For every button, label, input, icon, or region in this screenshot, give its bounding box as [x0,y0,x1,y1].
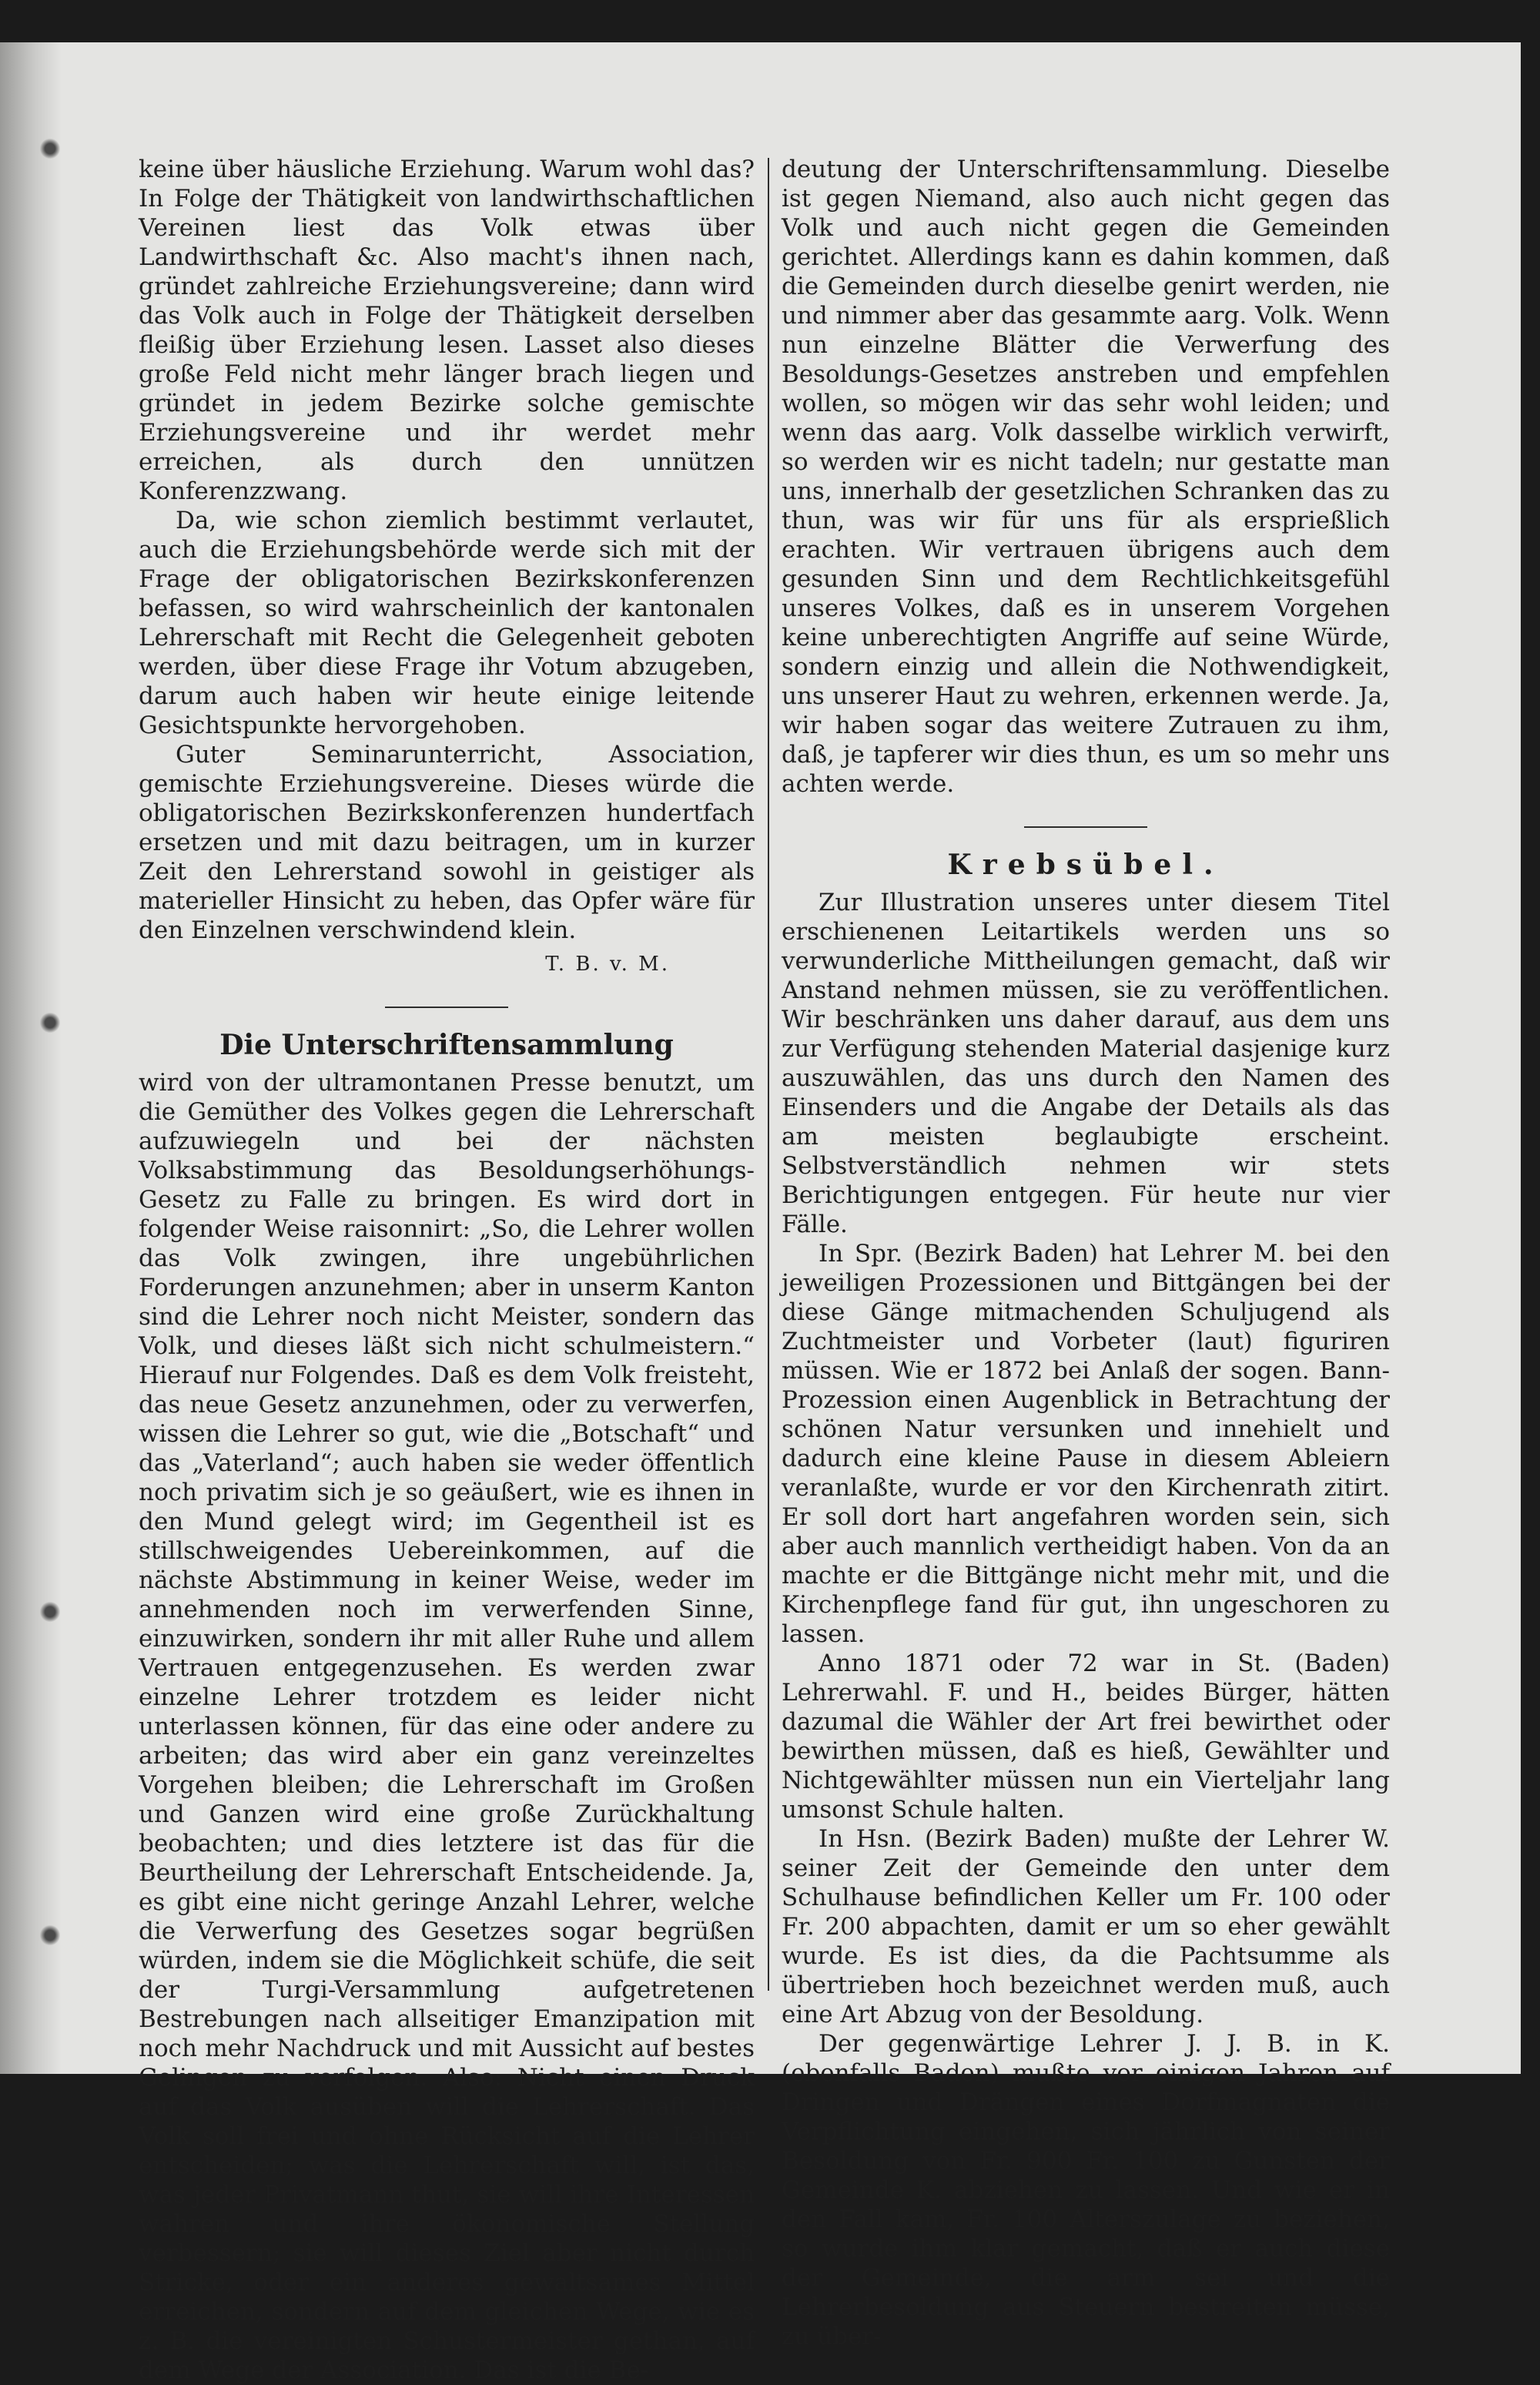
column-divider [768,158,769,1991]
paragraph: Der gegenwärtige Lehrer J. J. B. in K. (ebenfalls Baden) mußte vor einigen Jahren auf Dringen und Drängen eines Dorfmagnaten die Verpflichtung eingehen, sich jährlich von seiner Besoldung von Fr. 900 Fr. 100 zu Gunsten der Gemeinde K. abziehen zu lassen. Und wie er in den Fall kam, Fr. 100 Alterszulage zu beziehen, so wurde ihm klar gemacht, daß er auch diese der Gemeinde, die arm sei und die Lehrerbesoldung aus Steuern bestreiten müsse, zu über- [782,2030,1390,2350]
author-signature: T. B. v. M. [545,953,670,976]
binding-fold [0,42,62,2074]
paragraph: keine über häusliche Erziehung. Warum wohl das? In Folge der Thätigkeit von landwirthschaftlichen Vereinen liest das Volk etwas über Landwirthschaft &c. Also macht's ihnen nach, gründet zahlreiche Erziehungsvereine; dann wird das Volk auch in Folge der Thätigkeit derselben fleißig über Erziehung lesen. Lasset also dieses große Feld nicht mehr länger brach liegen und gründet in jedem Bezirke solche gemischte Erziehungsvereine und ihr werdet mehr erreichen, als durch den unnützen Konferenzzwang. [139,156,755,505]
paragraph: In Hsn. (Bezirk Baden) mußte der Lehrer W. seiner Zeit der Gemeinde den unter dem Schulhause befindlichen Keller um Fr. 100 oder Fr. 200 abpachten, damit er um so eher gewählt wurde. Es ist dies, da die Pachtsumme als übertrieben hoch bezeichnet werden muß, auch eine Art Abzug von der Besoldung. [782,1825,1390,2028]
paragraph: Guter Seminarunterricht, Association, gemischte Erziehungsvereine. Dieses würde die obligatorischen Bezirkskonferenzen hundertfach ersetzen und mit dazu beitragen, um in kurzer Zeit den Lehrerstand sowohl in geistiger als materieller Hinsicht zu heben, das Opfer wäre für den Einzelnen verschwindend klein. [139,741,755,944]
paragraph: wird von der ultramontanen Presse benutzt, um die Gemüther des Volkes gegen die Lehrerschaft aufzuwiegeln und bei der nächsten Volksabstimmung das Besoldungserhöhungs-Gesetz zu Falle zu bringen. Es wird dort in folgender Weise raisonnirt: „So, die Lehrer wollen das Volk zwingen, ihre ungebührlichen Forderungen anzunehmen; aber in unserm Kanton sind die Lehrer noch nicht Meister, sondern das Volk, und dieses läßt sich nicht schulmeistern.“ Hierauf nur Folgendes. Daß es dem Volk freisteht, das neue Gesetz anzunehmen, oder zu verwerfen, wissen die Lehrer so gut, wie die „Botschaft“ und das „Vaterland“; auch haben sie weder öffentlich noch privatim sich je so geäußert, wie es ihnen in den Mund gelegt wird; im Gegentheil ist es stillschweigendes Uebereinkommen, auf die nächste Abstimmung in keiner Weise, weder im annehmenden noch im verwerfenden Sinne, einzuwirken, sondern ihr mit aller Ruhe und allem Vertrauen entgegenzusehen. Es werden zwar einzelne Lehrer trotzdem es leider nicht unterlassen können, für das eine oder andere zu arbeiten; das wird aber ein ganz vereinzeltes Vorgehen bleiben; die Lehrerschaft im Großen und Ganzen wird eine große Zurückhaltung beobachten; und dies letztere ist das für die Beurtheilung der Lehrerschaft Entscheidende. Ja, es gibt eine nicht geringe Anzahl Lehrer, welche die Verwerfung des Gesetzes sogar begrüßen würden, indem sie die Möglichkeit schüfe, die seit der Turgi-Versammlung aufgetretenen Bestrebungen nach allseitiger Emanzipation mit noch mehr Nachdruck und mit Aussicht auf bestes Gelingen zu verfolgen. Also: Nicht einen Druck auf das Volk ausüben will die Lehrerschaft. Das Volk soll frei und ohne Rücksicht auf die Lehrer entscheiden; was die Lehrerschaft will, ist das, was jeder Privatmann thut, sie will ihre Interessen wahren und ihre ökonomische Stellung verbessern; sie will dieses Ziel aber nicht durch Stricke, oder ein anderes gewaltsames Mittel erreichen, sondern auf dem gleichen Wege, wie es z. B. die vereinigten Schustermeister gethan, auf dem Wege der Association. Das ist die Be- [139,1069,755,2384]
paragraph: Anno 1871 oder 72 war in St. (Baden) Lehrerwahl. F. und H., beides Bürger, hätten dazumal die Wähler der Art frei bewirthet oder bewirthen müssen, daß es hieß, Gewählter und Nichtgewählter müssen nun ein Vierteljahr lang umsonst Schule halten. [782,1650,1390,1824]
binding-stitch [40,1009,60,1037]
section-separator [1024,826,1147,828]
section-separator [385,1007,508,1008]
section-heading: Die Unterschriftensammlung [219,1029,674,1061]
binding-stitch [40,135,60,162]
left-column [139,155,755,2385]
paragraph: deutung der Unterschriftensammlung. Dieselbe ist gegen Niemand, also auch nicht gegen das Volk und auch nicht gegen die Gemeinden gerichtet. Allerdings kann es dahin kommen, daß die Gemeinden durch dieselbe genirt werden, nie und nimmer aber das gesammte aarg. Volk. Wenn nun einzelne Blätter die Verwerfung des Besoldungs-Gesetzes anstreben und empfehlen wollen, so mögen wir das sehr wohl leiden; und wenn das aarg. Volk dasselbe wirklich verwirft, so werden wir es nicht tadeln; nur gestatte man uns, innerhalb der gesetzlichen Schranken das zu thun, was wir für uns für als ersprießlich erachten. Wir vertrauen übrigens auch dem gesunden Sinn und dem Rechtlichkeitsgefühl unseres Volkes, daß es in unserem Vorgehen keine unberechtigten Angriffe auf seine Würde, sondern einzig und allein die Nothwendigkeit, uns unserer Haut zu wehren, erkennen werde. Ja, wir haben sogar das weitere Zutrauen zu ihm, daß, je tapferer wir dies thun, es um so mehr uns achten werde. [782,156,1390,798]
section-heading: Krebsübel. [947,849,1224,881]
newspaper-page [0,42,1521,2384]
right-column [782,155,1390,2351]
paragraph: In Spr. (Bezirk Baden) hat Lehrer M. bei den jeweiligen Prozessionen und Bittgängen bei der diese Gänge mitmachenden Schuljugend als Zuchtmeister und Vorbeter (laut) figuriren müssen. Wie er 1872 bei Anlaß der sogen. Bann-Prozession einen Augenblick in Betrachtung der schönen Natur versunken und innehielt und dadurch eine kleine Pause in diesem Ableiern veranlaßte, wurde er vor den Kirchenrath zitirt. Er soll dort hart angefahren worden sein, sich aber auch mannlich vertheidigt haben. Von da an machte er die Bittgänge nicht mehr mit, und die Kirchenpflege fand für gut, ihn ungeschoren zu lassen. [782,1240,1390,1648]
paragraph: Zur Illustration unseres unter diesem Titel erschienenen Leitartikels werden uns so verwunderliche Mittheilungen gemacht, daß wir Anstand nehmen müssen, sie zu veröffentlichen. Wir beschränken uns daher darauf, aus dem uns zur Verfügung stehenden Material dasjenige kurz auszuwählen, das uns durch den Namen des Einsenders und die Angabe der Details als das am meisten beglaubigte erscheint. Selbstverständlich nehmen wir stets Berichtigungen entgegen. Für heute nur vier Fälle. [782,889,1390,1238]
binding-stitch [40,1598,60,1626]
paragraph: Da, wie schon ziemlich bestimmt verlautet, auch die Erziehungsbehörde werde sich mit der Frage der obligatorischen Bezirkskonferenzen befassen, so wird wahrscheinlich der kantonalen Lehrerschaft mit Recht die Gelegenheit geboten werden, über diese Frage ihr Votum abzugeben, darum auch haben wir heute einige leitende Gesichtspunkte hervorgehoben. [139,507,755,739]
binding-stitch [40,1921,60,1949]
